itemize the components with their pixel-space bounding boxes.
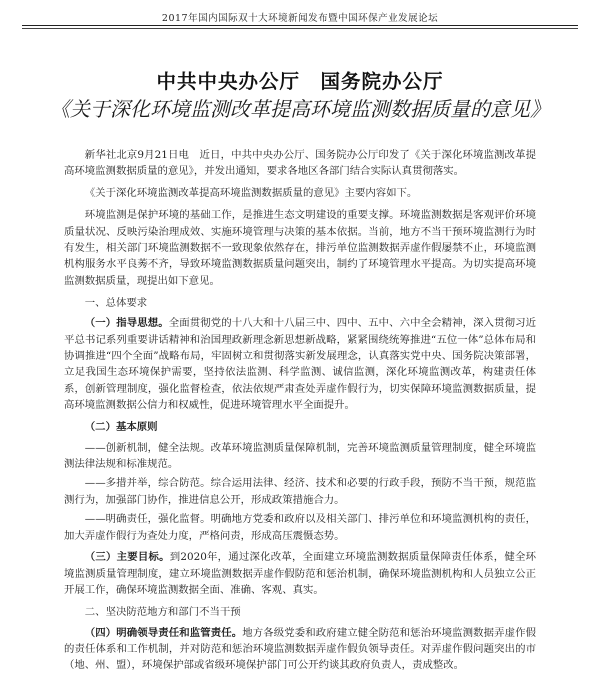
subsection-heading: （二）基本原则 xyxy=(84,421,158,434)
paragraph-label: （一）指导思想。 xyxy=(84,317,169,330)
principle-item: ——多措并举，综合防范。综合运用法律、经济、技术和必要的行政手段，预防不当干预，规范监测行为，加强部门协作，推进信息公开，形成政策措施合力。 xyxy=(64,477,536,506)
paragraph-label: （四）明确领导责任和监管责任。 xyxy=(84,626,243,639)
paragraph-text: 全面贯彻党的十八大和十八届三中、四中、五中、六中全会精神，深入贯彻习近平总书记系列重要讲话精神和治国理政新理念新思想新战略，紧紧围绕统筹推进“五位一体”总体布局和协调推进“四个全面”战略布局，牢固树立和贯彻落实新发展理念，认真落实党中央、国务院决策部署，立足我国生态环境保护需要，坚持依法监测、科学监测、诚信监测，深化环境监测改革，构建责任体系，创新管理制度，强化监督检查，依法依规严肃查处弄虚作假行为，切实保障环境监测数据质量，提高环境监测数据公信力和权威性，促进环境管理水平全面提升。 xyxy=(64,317,537,412)
principle-item: ——明确责任，强化监督。明确地方党委和政府以及相关部门、排污单位和环境监测机构的责任，加大弄虚作假行为查处力度，严格问责，形成高压震慑态势。 xyxy=(64,513,536,542)
section-heading: 二、坚决防范地方和部门不当干预 xyxy=(84,606,241,619)
paragraph-text: 到2020年，通过深化改革，全面建立环境监测数据质量保障责任体系，健全环境监测质量管理制度，建立环境监测数据弄虚作假防范和惩治机制，确保环境监测机构和人员独立公正开展工作，确保环境监测数据全面、准确、客观、真实。 xyxy=(64,551,536,597)
guiding-thought-paragraph xyxy=(64,315,536,413)
intro-paragraph: 《关于深化环境监测改革提高环境监测数据质量的意见》主要内容如下。 xyxy=(84,187,418,200)
main-goals-paragraph xyxy=(64,549,536,598)
issuer-title: 中共中央办公厅 国务院办公厅 xyxy=(156,70,444,93)
header-rule xyxy=(22,25,578,26)
header-rule-thin xyxy=(22,28,578,29)
page-header: 2017年国内国际双十大环境新闻发布暨中国环保产业发展论坛 xyxy=(161,13,439,24)
intro-paragraph: 环境监测是保护环境的基础工作，是推进生态文明建设的重要支撑。环境监测数据是客观评价环境质量状况、反映污染治理成效、实施环境管理与决策的基本依据。当前，地方不当干预环境监测行为时有发生，相关部门环境监测数据不一致现象依然存在，排污单位监测数据弄虚作假屡禁不止，环境监测机构服务水平良莠不齐，导致环境监测数据质量问题突出，制约了环境管理水平提高。为切实提高环境监测数据质量，现提出如下意见。 xyxy=(64,209,536,287)
document-body xyxy=(64,147,536,679)
section-heading: 一、总体要求 xyxy=(84,296,148,309)
paragraph-label: （三）主要目标。 xyxy=(84,551,170,564)
responsibility-paragraph xyxy=(64,625,536,674)
intro-paragraph: 新华社北京9月21日电 近日，中共中央办公厅、国务院办公厅印发了《关于深化环境监测改革提高环境监测数据质量的意见》，并发出通知，要求各地区各部门结合实际认真贯彻落实。 xyxy=(64,149,536,178)
document-title: 《关于深化环境监测改革提高环境监测数据质量的意见》 xyxy=(50,97,550,121)
paragraph-text: 地方各级党委和政府建立健全防范和惩治环境监测数据弄虚作假的责任体系和工作机制，并对防范和惩治环境监测数据弄虚作假负领导责任。对弄虚作假问题突出的市（地、州、盟），环境保护部或省级环境保护部门可公开约谈其政府负责人，责成整改。 xyxy=(64,626,537,672)
principle-item: ——创新机制，健全法规。改革环境监测质量保障机制，完善环境监测质量管理制度，健全环境监测法律法规和标准规范。 xyxy=(64,441,536,470)
